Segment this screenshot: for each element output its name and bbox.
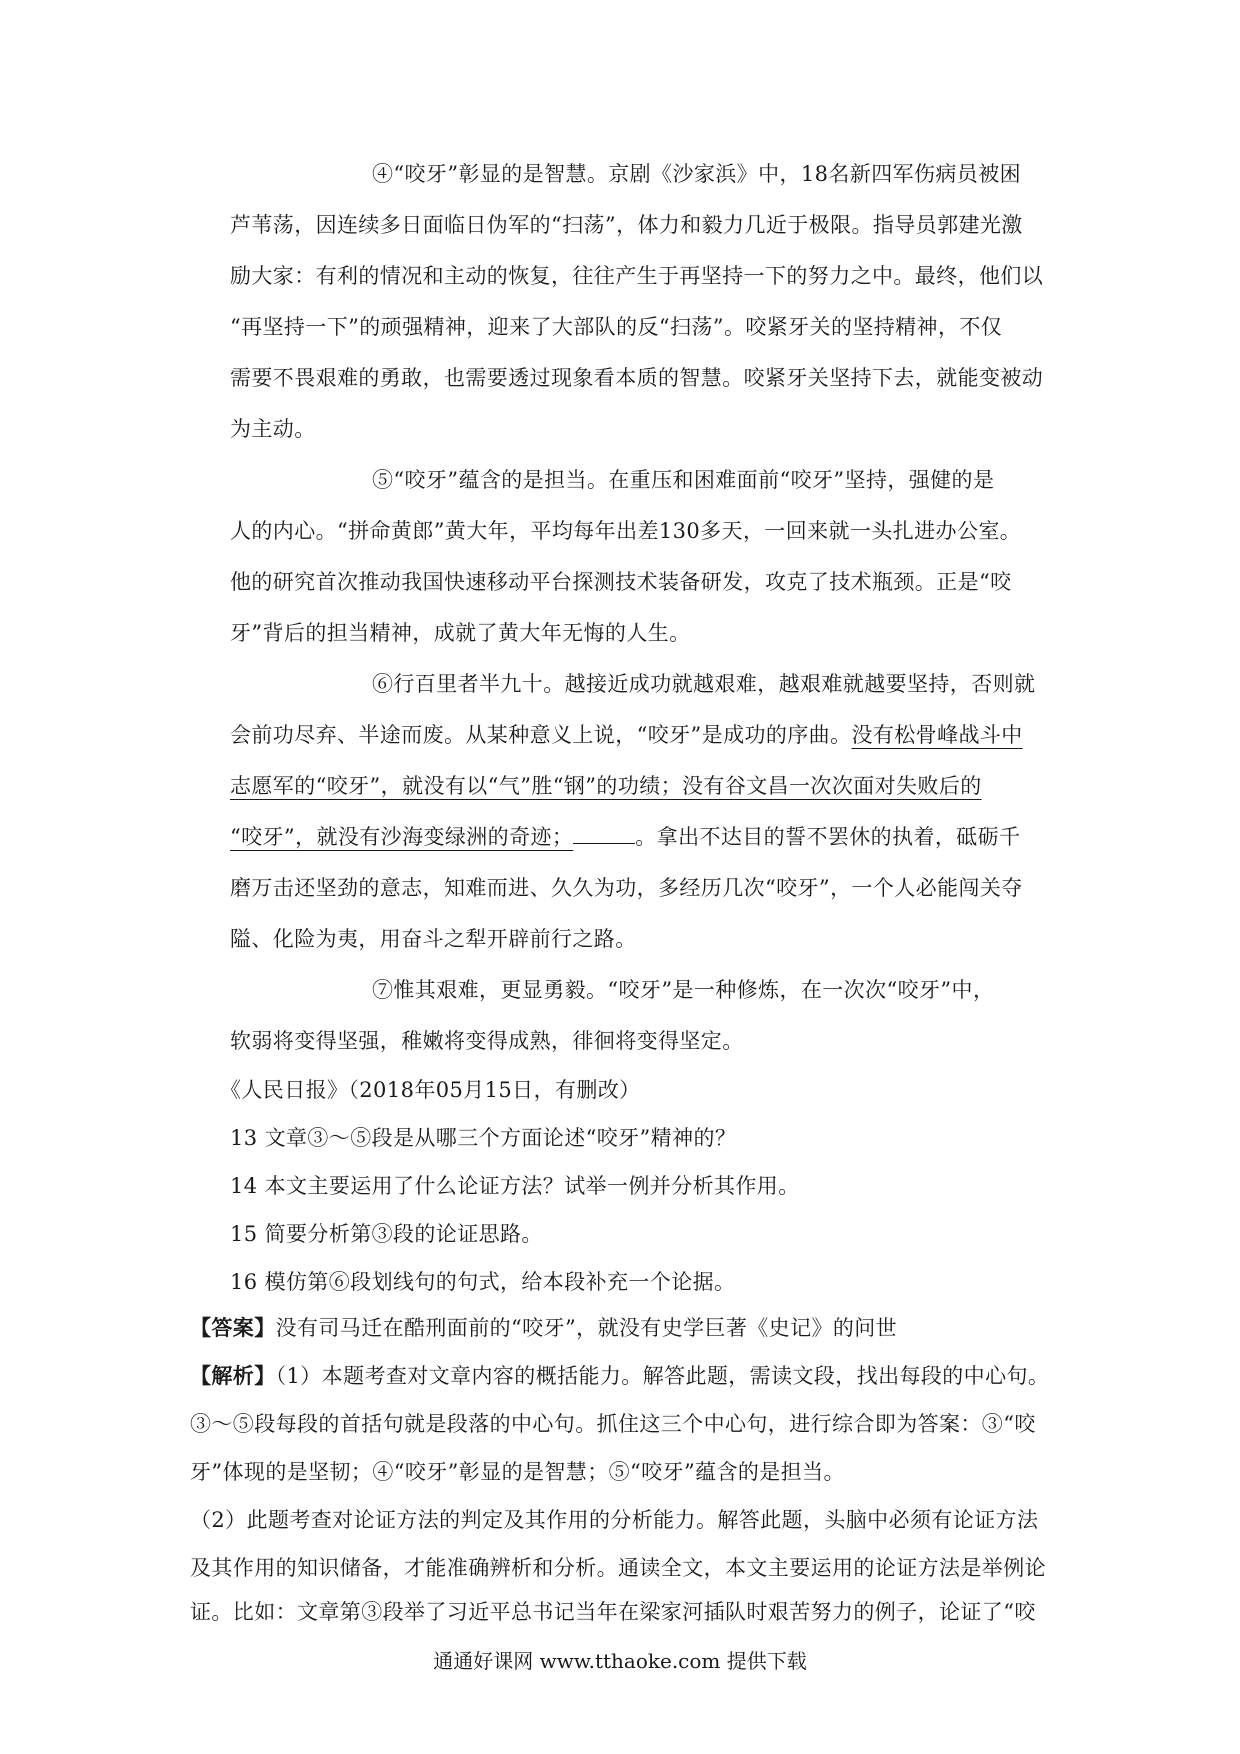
article-source: 《人民日报》（2018年05月15日，有删改） <box>220 1078 641 1102</box>
p5-line-4: 牙”背后的担当精神，成就了黄大年无悔的人生。 <box>230 621 691 645</box>
p6-line-5: 磨万击还坚劲的意志，知难而进、久久为功，多经历几次“咬牙”，一个人必能闯关夺 <box>230 876 1023 900</box>
p4-line-6: 为主动。 <box>230 417 316 441</box>
p4-line-4: “再坚持一下”的顽强精神，迎来了大部队的反“扫荡”。咬紧牙关的坚持精神，不仅 <box>230 315 1003 339</box>
p4-line-1: ④“咬牙”彰显的是智慧。京剧《沙家浜》中，18名新四军伤病员被困 <box>372 162 1021 186</box>
analysis-text-1: （1）本题考查对文章内容的概括能力。解答此题，需读文段，找出每段的中心句。 <box>275 1364 1050 1388</box>
fill-in-blank <box>573 823 635 844</box>
question-14: 14 本文主要运用了什么论证方法？试举一例并分析其作用。 <box>230 1174 800 1198</box>
analysis-line-5: 及其作用的知识储备，才能准确辨析和分析。通读全文，本文主要运用的论证方法是举例论 <box>190 1556 1046 1580</box>
p5-line-2: 人的内心。“拼命黄郎”黄大年，平均每年出差130多天，一回来就一头扎进办公室。 <box>230 519 1022 543</box>
p4-line-5: 需要不畏艰难的勇敢，也需要透过现象看本质的智慧。咬紧牙关坚持下去，就能变被动 <box>230 366 1044 390</box>
p6-underlined-sentence-end: “咬牙”，就没有沙海变绿洲的奇迹； <box>230 825 574 849</box>
p5-line-1: ⑤“咬牙”蕴含的是担当。在重压和困难面前“咬牙”坚持，强健的是 <box>372 468 995 492</box>
analysis-line-1 <box>190 1362 1049 1390</box>
p6-line-1: ⑥行百里者半九十。越接近成功就越艰难，越艰难就越要坚持，否则就 <box>372 672 1036 696</box>
question-16: 16 模仿第⑥段划线句的句式，给本段补充一个论据。 <box>230 1270 736 1294</box>
analysis-line-6: 证。比如：文章第③段举了习近平总书记当年在梁家河插队时艰苦努力的例子，论证了“咬 <box>190 1600 1036 1624</box>
p4-line-3: 励大家：有利的情况和主动的恢复，往往产生于再坚持一下的努力之中。最终，他们以 <box>230 264 1044 288</box>
p7-line-2: 软弱将变得坚强，稚嫩将变得成熟，徘徊将变得坚定。 <box>230 1029 744 1053</box>
analysis-line-2: ③～⑤段每段的首括句就是段落的中心句。抓住这三个中心句，进行综合即为答案：③“咬 <box>190 1412 1036 1436</box>
answer-line <box>190 1314 897 1342</box>
answer-label: 【答案】 <box>190 1315 276 1340</box>
analysis-line-4: （2）此题考查对论证方法的判定及其作用的分析能力。解答此题，头脑中必须有论证方法 <box>190 1508 1039 1532</box>
p6-line-4 <box>230 823 1020 851</box>
p6-underlined-sentence-middle: 志愿军的“咬牙”，就没有以“气”胜“钢”的功绩；没有谷文昌一次次面对失败后的 <box>230 774 982 798</box>
p5-line-3: 他的研究首次推动我国快速移动平台探测技术装备研发，攻克了技术瓶颈。正是“咬 <box>230 570 1012 594</box>
analysis-label: 【解析】 <box>190 1363 276 1388</box>
page-footer: 通通好课网 www.tthaoke.com 提供下载 <box>433 1649 807 1673</box>
p6-line-2 <box>230 721 1023 749</box>
p7-line-1: ⑦惟其艰难，更显勇毅。“咬牙”是一种修炼，在一次次“咬牙”中， <box>372 978 995 1002</box>
question-13: 13 文章③～⑤段是从哪三个方面论述“咬牙”精神的？ <box>230 1126 737 1150</box>
answer-text: 没有司马迁在酷刑面前的“咬牙”，就没有史学巨著《史记》的问世 <box>275 1316 898 1340</box>
p4-line-2: 芦苇荡，因连续多日面临日伪军的“扫荡”，体力和毅力几近于极限。指导员郭建光激 <box>230 213 1023 237</box>
analysis-line-3: 牙”体现的是坚韧；④“咬牙”彰显的是智慧；⑤“咬牙”蕴含的是担当。 <box>190 1460 845 1484</box>
question-15: 15 简要分析第③段的论证思路。 <box>230 1222 543 1246</box>
p6-line-4-after-blank: 。拿出不达目的誓不罢休的执着，砥砺千 <box>635 825 1021 849</box>
p6-line-6: 隘、化险为夷，用奋斗之犁开辟前行之路。 <box>230 927 637 951</box>
p6-underlined-sentence-start: 没有松骨峰战斗中 <box>851 723 1023 747</box>
p6-line-2-text: 会前功尽弃、半途而废。从某种意义上说，“咬牙”是成功的序曲。 <box>230 723 852 747</box>
